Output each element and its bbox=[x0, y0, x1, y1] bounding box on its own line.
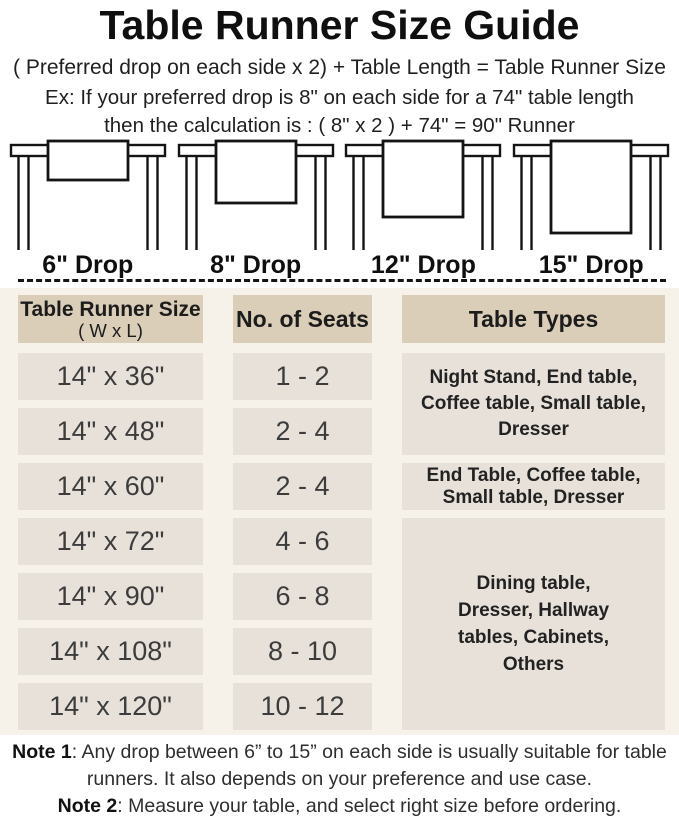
runner-size-cell: 14" x 72" bbox=[18, 518, 203, 565]
table-types-cell: End Table, Coffee table, Small table, Dresser bbox=[402, 463, 665, 510]
runner-size-cell: 14" x 90" bbox=[18, 573, 203, 620]
seats-cell: 2 - 4 bbox=[233, 463, 372, 510]
table-types-cell: Dining table, Dresser, Hallway tables, Cabinets, Others bbox=[402, 518, 665, 730]
table-diagram bbox=[8, 138, 168, 250]
seats-header-cell: No. of Seats bbox=[233, 295, 372, 343]
runner-size-header-subtitle: ( W x L) bbox=[78, 319, 143, 341]
table-diagram bbox=[511, 138, 671, 250]
example-line-2: then the calculation is : ( 8" x 2 ) + 74" = 90" Runner bbox=[104, 114, 575, 137]
types-header-cell: Table Types bbox=[402, 295, 665, 343]
table-runner-icon bbox=[48, 141, 128, 180]
notes-section bbox=[4, 739, 675, 820]
note-2 bbox=[4, 793, 675, 820]
drop-label: 12" Drop bbox=[370, 251, 476, 279]
dashed-divider bbox=[18, 279, 666, 282]
seats-cell: 4 - 6 bbox=[233, 518, 372, 565]
drop-label: 15" Drop bbox=[538, 251, 644, 279]
runner-size-cell: 14" x 36" bbox=[18, 353, 203, 400]
drop-label: 6" Drop bbox=[42, 251, 134, 279]
note-label: Note 1 bbox=[12, 741, 72, 763]
table-diagram bbox=[343, 138, 503, 250]
runner-size-header-title: Table Runner Size bbox=[20, 297, 201, 321]
drop-label: 8" Drop bbox=[210, 251, 302, 279]
note-label: Note 2 bbox=[57, 795, 118, 817]
seats-cell: 1 - 2 bbox=[233, 353, 372, 400]
drop-illustration-12 bbox=[343, 138, 503, 280]
page-title: Table Runner Size Guide bbox=[99, 2, 580, 48]
table-runner-icon bbox=[216, 141, 296, 203]
drop-illustrations-row bbox=[0, 138, 679, 280]
table-diagram bbox=[176, 138, 336, 250]
seats-cell: 6 - 8 bbox=[233, 573, 372, 620]
runner-size-cell: 14" x 48" bbox=[18, 408, 203, 455]
drop-illustration-8 bbox=[176, 138, 336, 280]
note-1 bbox=[4, 739, 675, 792]
runner-size-cell: 14" x 108" bbox=[18, 628, 203, 675]
formula-text: ( Preferred drop on each side x 2) + Table Length = Table Runner Size bbox=[13, 56, 666, 79]
table-runner-icon bbox=[551, 141, 631, 233]
runner-size-header-cell bbox=[18, 295, 203, 343]
runner-size-cell: 14" x 120" bbox=[18, 683, 203, 730]
note-text: : Measure your table, and select right size before ordering. bbox=[117, 795, 622, 817]
seats-cell: 2 - 4 bbox=[233, 408, 372, 455]
seats-cell: 8 - 10 bbox=[233, 628, 372, 675]
note-text: : Any drop between 6” to 15” on each side is usually suitable for table runners. It also depends on your preference and use case. bbox=[71, 741, 667, 790]
drop-illustration-15 bbox=[511, 138, 671, 280]
table-runner-icon bbox=[383, 141, 463, 217]
drop-illustration-6 bbox=[8, 138, 168, 280]
runner-size-cell: 14" x 60" bbox=[18, 463, 203, 510]
table-types-cell: Night Stand, End table, Coffee table, Small table, Dresser bbox=[402, 353, 665, 455]
seats-cell: 10 - 12 bbox=[233, 683, 372, 730]
example-line-1: Ex: If your preferred drop is 8" on each side for a 74" table length bbox=[45, 86, 634, 109]
